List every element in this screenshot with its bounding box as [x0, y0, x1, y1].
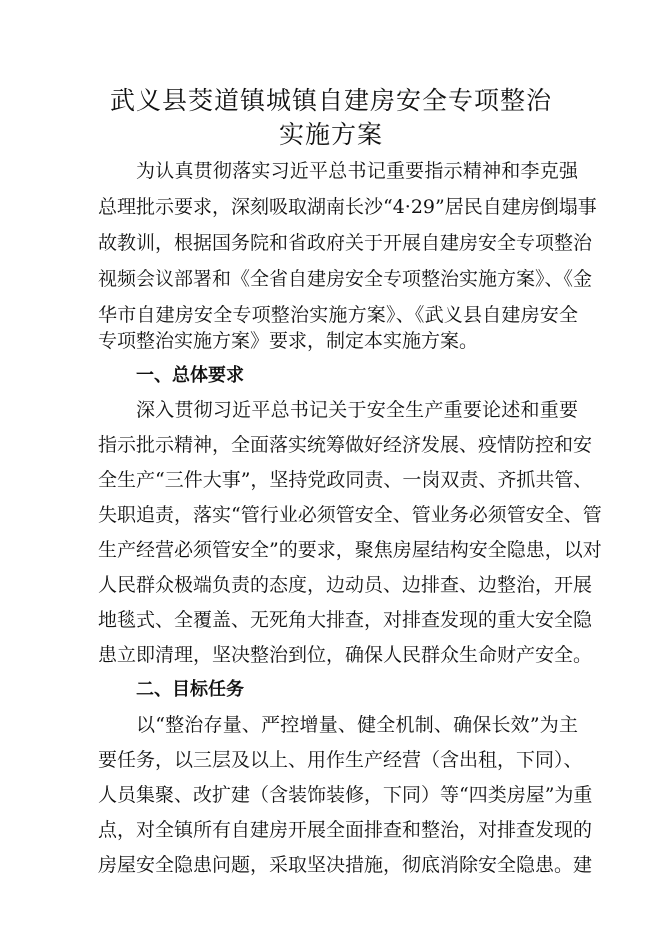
- intro-line: 华市自建房安全专项整治实施方案》、《武义县自建房安全: [98, 304, 578, 326]
- section2-line: 以“整治存量、严控增量、健全机制、确保长效”为主: [136, 714, 578, 736]
- intro-line: 故教训，根据国务院和省政府关于开展自建房安全专项整治: [98, 232, 593, 254]
- section-heading-goals-and-tasks: 二、目标任务: [136, 679, 244, 700]
- section2-line: 点，对全镇所有自建房开展全面排查和整治，对排查发现的: [98, 819, 593, 841]
- section1-line: 人民群众极端负责的态度，边动员、边排查、边整治，开展: [98, 574, 593, 596]
- section2-line: 人员集聚、改扩建（含装饰装修，下同）等“四类房屋”为重: [98, 784, 593, 806]
- intro-line: 视频会议部署和《全省自建房安全专项整治实施方案》、《金: [98, 268, 593, 290]
- document-title-line-1: 武义县茭道镇城镇自建房安全专项整治: [109, 86, 552, 115]
- section1-line: 生产经营必须管安全”的要求，聚焦房屋结构安全隐患，以对: [98, 539, 602, 561]
- section1-line: 地毯式、全覆盖、无死角大排查，对排查发现的重大安全隐: [98, 609, 593, 631]
- section1-line: 失职追责，落实“管行业必须管安全、管业务必须管安全、管: [98, 504, 602, 526]
- intro-line: 为认真贯彻落实习近平总书记重要指示精神和李克强: [136, 160, 578, 182]
- intro-line: 总理批示要求，深刻吸取湖南长沙“4·29”居民自建房倒塌事: [98, 196, 597, 218]
- section1-line: 深入贯彻习近平总书记关于安全生产重要论述和重要: [136, 399, 578, 421]
- section1-line: 患立即清理，坚决整治到位，确保人民群众生命财产安全。: [98, 644, 593, 666]
- document-title-line-2: 实施方案: [278, 120, 383, 149]
- intro-line: 专项整治实施方案》要求，制定本实施方案。: [98, 330, 479, 352]
- section1-line: 指示批示精神，全面落实统筹做好经济发展、疫情防控和安: [98, 434, 593, 456]
- section2-line: 要任务，以三层及以上、用作生产经营（含出租，下同）、: [98, 749, 583, 771]
- section2-line: 房屋安全隐患问题，采取坚决措施，彻底消除安全隐患。建: [98, 854, 593, 876]
- section-heading-general-requirements: 一、总体要求: [136, 365, 244, 386]
- section1-line: 全生产“三件大事”，坚持党政同责、一岗双责、齐抓共管、: [98, 469, 593, 491]
